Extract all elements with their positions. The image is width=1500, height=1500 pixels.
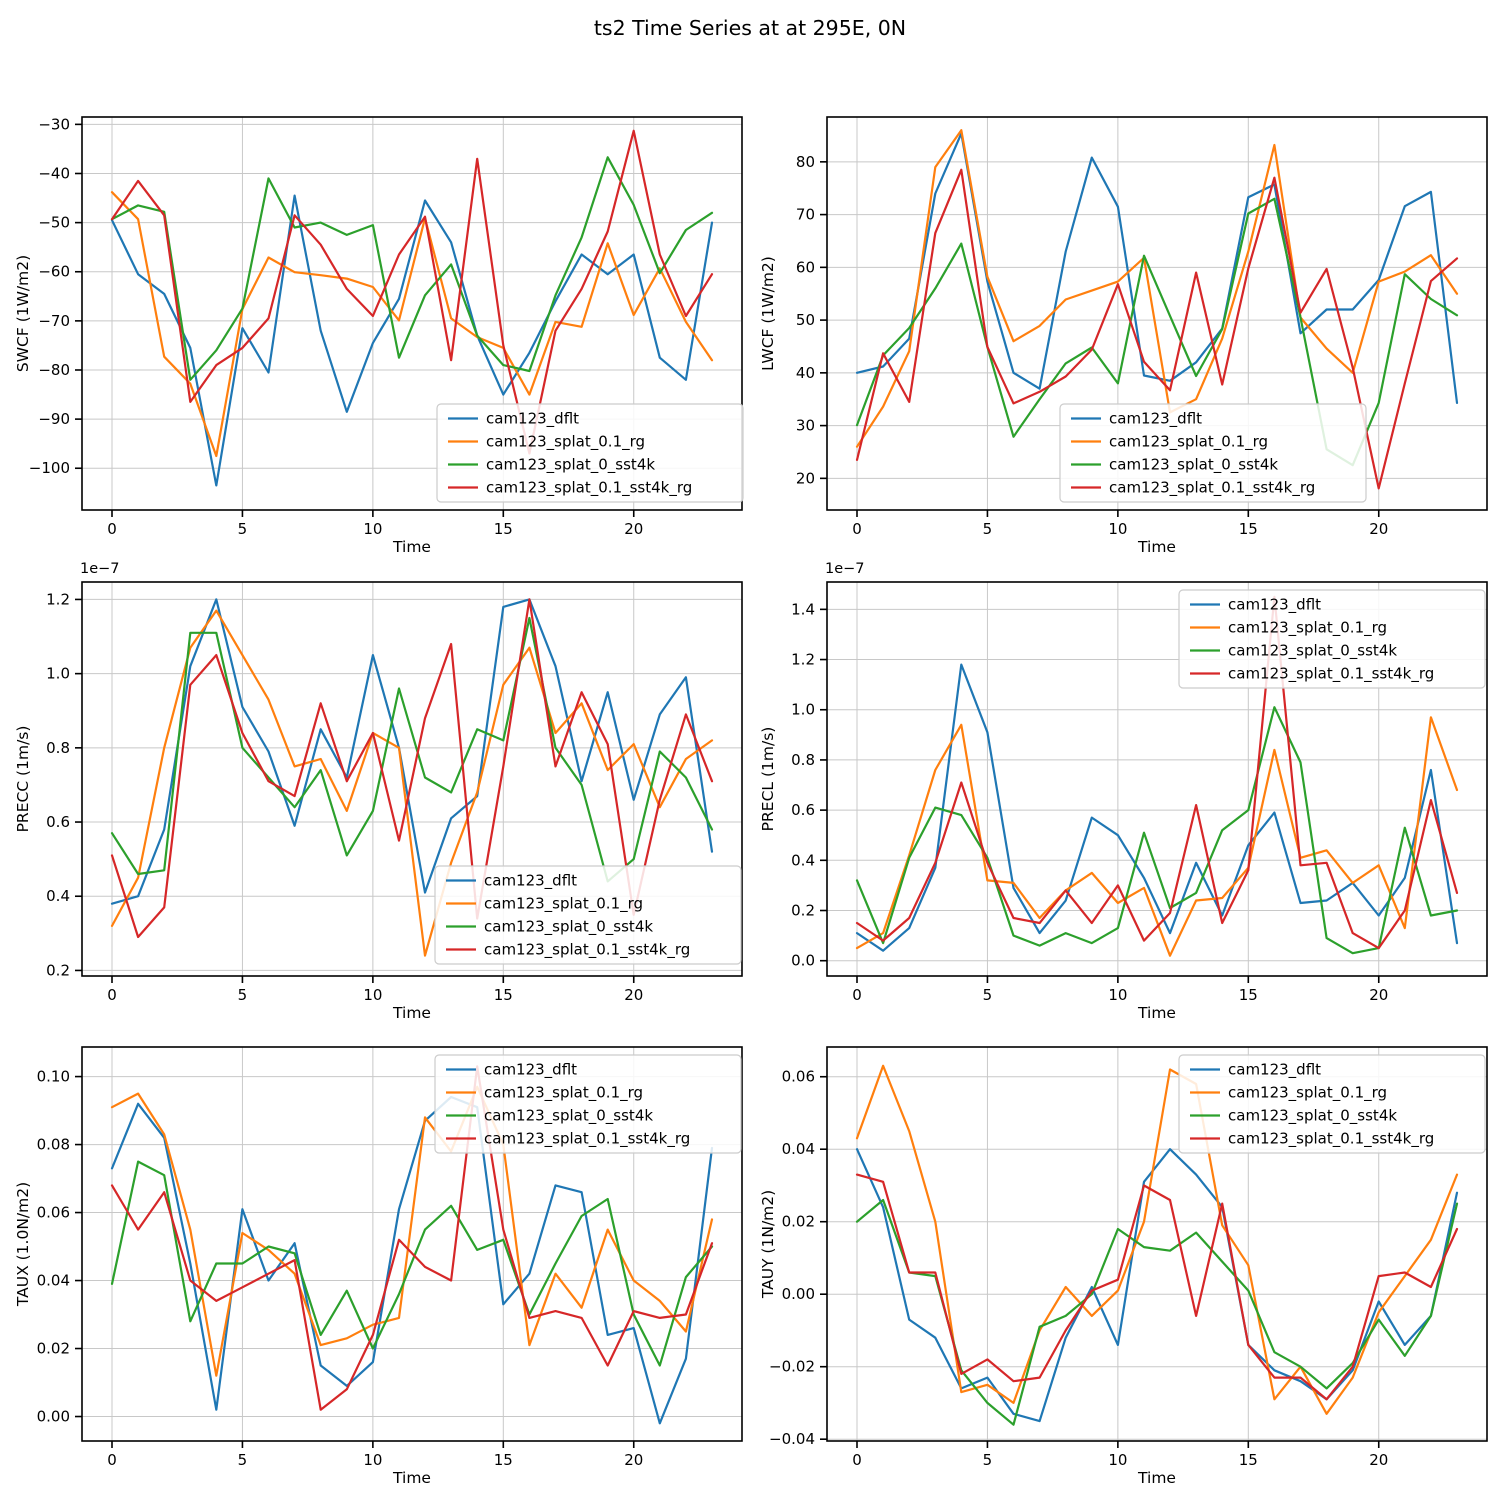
x-axis-label: Time — [393, 1469, 431, 1487]
legend-label: cam123_splat_0_sst4k — [1109, 455, 1279, 474]
legend-label: cam123_splat_0.1_rg — [1109, 432, 1269, 451]
series-line-cam123_splat_0.1_sst4k_rg — [857, 1175, 1457, 1400]
x-tick-label: 0 — [107, 986, 117, 1004]
figure-title: ts2 Time Series at at 295E, 0N — [593, 16, 907, 40]
y-tick-label: 0.08 — [36, 1135, 70, 1154]
x-tick-label: 10 — [363, 520, 383, 538]
legend-label: cam123_splat_0.1_sst4k_rg — [1228, 664, 1435, 683]
x-tick-label: 10 — [363, 986, 383, 1004]
y-tick-label: 0.4 — [46, 887, 70, 906]
y-axis-label: TAUY (1N/m2) — [759, 1189, 777, 1299]
y-tick-label: 30 — [795, 416, 815, 435]
legend-label: cam123_splat_0.1_rg — [484, 894, 644, 913]
legend-label: cam123_splat_0.1_rg — [486, 432, 646, 451]
x-tick-label: 20 — [1369, 986, 1389, 1004]
legend-label: cam123_splat_0_sst4k — [1228, 641, 1398, 660]
x-tick-label: 10 — [363, 1451, 383, 1469]
y-tick-label: 0.2 — [791, 901, 815, 920]
subplot-swcf — [14, 115, 743, 556]
y-tick-label: 0.02 — [781, 1212, 815, 1231]
subplot-precl — [759, 561, 1487, 1022]
legend-label: cam123_splat_0_sst4k — [484, 917, 654, 936]
x-tick-label: 0 — [852, 1451, 862, 1469]
y-tick-label: 1.0 — [46, 664, 70, 683]
y-tick-label: −0.04 — [769, 1430, 815, 1449]
y-tick-label: 1.4 — [791, 600, 815, 619]
x-tick-label: 15 — [1238, 520, 1258, 538]
y-tick-label: 50 — [795, 311, 815, 330]
y-tick-label: 80 — [795, 152, 815, 171]
legend-label: cam123_splat_0.1_sst4k_rg — [484, 940, 691, 959]
x-tick-label: 20 — [624, 986, 644, 1004]
y-tick-label: −40 — [38, 164, 70, 183]
x-tick-label: 15 — [1238, 1451, 1258, 1469]
y-axis-label: PRECC (1m/s) — [14, 725, 32, 833]
y-tick-label: 1.2 — [791, 650, 815, 669]
legend — [435, 1055, 741, 1153]
legend-label: cam123_dflt — [1228, 595, 1322, 614]
x-tick-label: 0 — [852, 986, 862, 1004]
legend-label: cam123_dflt — [1228, 1060, 1322, 1079]
y-tick-label: 0.10 — [36, 1067, 70, 1086]
y-tick-label: 0.0 — [791, 951, 815, 970]
series-line-cam123_splat_0_sst4k — [857, 1200, 1457, 1425]
y-tick-label: 1.2 — [46, 590, 70, 609]
legend-label: cam123_splat_0.1_sst4k_rg — [486, 478, 693, 497]
y-tick-label: 0.6 — [46, 813, 70, 832]
x-tick-label: 20 — [624, 1451, 644, 1469]
x-tick-label: 20 — [624, 520, 644, 538]
legend-label: cam123_splat_0_sst4k — [486, 455, 656, 474]
y-tick-label: 60 — [795, 258, 815, 277]
x-tick-label: 5 — [982, 1451, 993, 1469]
y-tick-label: 0.8 — [791, 750, 815, 769]
x-tick-label: 0 — [107, 1451, 117, 1469]
y-tick-label: −70 — [38, 311, 70, 330]
series-line-cam123_dflt — [857, 665, 1457, 951]
legend-label: cam123_dflt — [1109, 409, 1203, 428]
x-tick-label: 10 — [1108, 1451, 1128, 1469]
legend-label: cam123_dflt — [484, 1060, 578, 1079]
legend — [1179, 1055, 1485, 1153]
y-tick-label: 0.00 — [781, 1285, 815, 1304]
y-tick-label: −60 — [38, 262, 70, 281]
subplot-lwcf — [759, 117, 1487, 556]
x-tick-label: 10 — [1108, 986, 1128, 1004]
y-tick-label: 0.04 — [781, 1140, 815, 1159]
legend — [1060, 404, 1366, 502]
legend — [437, 404, 743, 502]
x-tick-label: 15 — [1238, 986, 1258, 1004]
legend — [1179, 590, 1485, 688]
legend-label: cam123_splat_0.1_sst4k_rg — [1109, 478, 1316, 497]
legend-label: cam123_dflt — [486, 409, 580, 428]
y-tick-label: −50 — [38, 213, 70, 232]
y-tick-label: 0.04 — [36, 1271, 70, 1290]
series-line-cam123_dflt — [857, 1149, 1457, 1421]
x-axis-label: Time — [393, 538, 431, 556]
subplot-taux — [14, 1047, 742, 1487]
legend-label: cam123_splat_0.1_sst4k_rg — [1228, 1129, 1435, 1148]
x-tick-label: 20 — [1369, 1451, 1389, 1469]
x-tick-label: 5 — [237, 520, 248, 538]
legend-label: cam123_dflt — [484, 871, 578, 890]
x-tick-label: 5 — [982, 986, 993, 1004]
axis-offset-label: 1e−7 — [80, 561, 120, 577]
subplot-tauy — [759, 1047, 1487, 1487]
y-tick-label: −0.02 — [769, 1357, 815, 1376]
legend-label: cam123_splat_0.1_rg — [484, 1083, 644, 1102]
x-axis-label: Time — [1138, 1004, 1176, 1022]
x-tick-label: 15 — [493, 520, 513, 538]
x-tick-label: 5 — [237, 1451, 248, 1469]
y-tick-label: 0.2 — [46, 961, 70, 980]
y-axis-label: SWCF (1W/m2) — [14, 254, 32, 373]
legend-label: cam123_splat_0.1_rg — [1228, 1083, 1388, 1102]
x-tick-label: 5 — [982, 520, 993, 538]
subplot-precc — [14, 561, 742, 1022]
y-tick-label: 0.4 — [791, 851, 815, 870]
y-tick-label: 0.00 — [36, 1407, 70, 1426]
x-tick-label: 15 — [493, 1451, 513, 1469]
y-tick-label: 0.06 — [781, 1067, 815, 1086]
y-tick-label: −80 — [38, 360, 70, 379]
x-tick-label: 0 — [852, 520, 862, 538]
legend — [435, 866, 741, 964]
y-tick-label: 1.0 — [791, 700, 815, 719]
series-line-cam123_splat_0.1_rg — [857, 717, 1457, 955]
y-tick-label: 0.8 — [46, 738, 70, 757]
y-tick-label: −30 — [38, 115, 70, 134]
y-tick-label: 0.06 — [36, 1203, 70, 1222]
legend-label: cam123_splat_0.1_rg — [1228, 618, 1388, 637]
y-tick-label: 20 — [795, 469, 815, 488]
x-tick-label: 5 — [237, 986, 248, 1004]
x-tick-label: 0 — [107, 520, 117, 538]
axis-offset-label: 1e−7 — [825, 561, 865, 577]
legend-label: cam123_splat_0_sst4k — [1228, 1106, 1398, 1125]
y-tick-label: 0.6 — [791, 801, 815, 820]
x-tick-label: 20 — [1369, 520, 1389, 538]
y-tick-label: −90 — [38, 410, 70, 429]
legend-label: cam123_splat_0_sst4k — [484, 1106, 654, 1125]
y-axis-label: PRECL (1m/s) — [759, 726, 777, 832]
x-axis-label: Time — [1138, 1469, 1176, 1487]
y-tick-label: 0.02 — [36, 1339, 70, 1358]
y-tick-label: −100 — [28, 459, 70, 478]
y-tick-label: 70 — [795, 205, 815, 224]
x-tick-label: 15 — [493, 986, 513, 1004]
legend-label: cam123_splat_0.1_sst4k_rg — [484, 1129, 691, 1148]
y-tick-label: 40 — [795, 363, 815, 382]
y-axis-label: LWCF (1W/m2) — [759, 256, 777, 371]
x-axis-label: Time — [1138, 538, 1176, 556]
x-tick-label: 10 — [1108, 520, 1128, 538]
y-axis-label: TAUX (1.0N/m2) — [14, 1181, 32, 1307]
x-axis-label: Time — [393, 1004, 431, 1022]
